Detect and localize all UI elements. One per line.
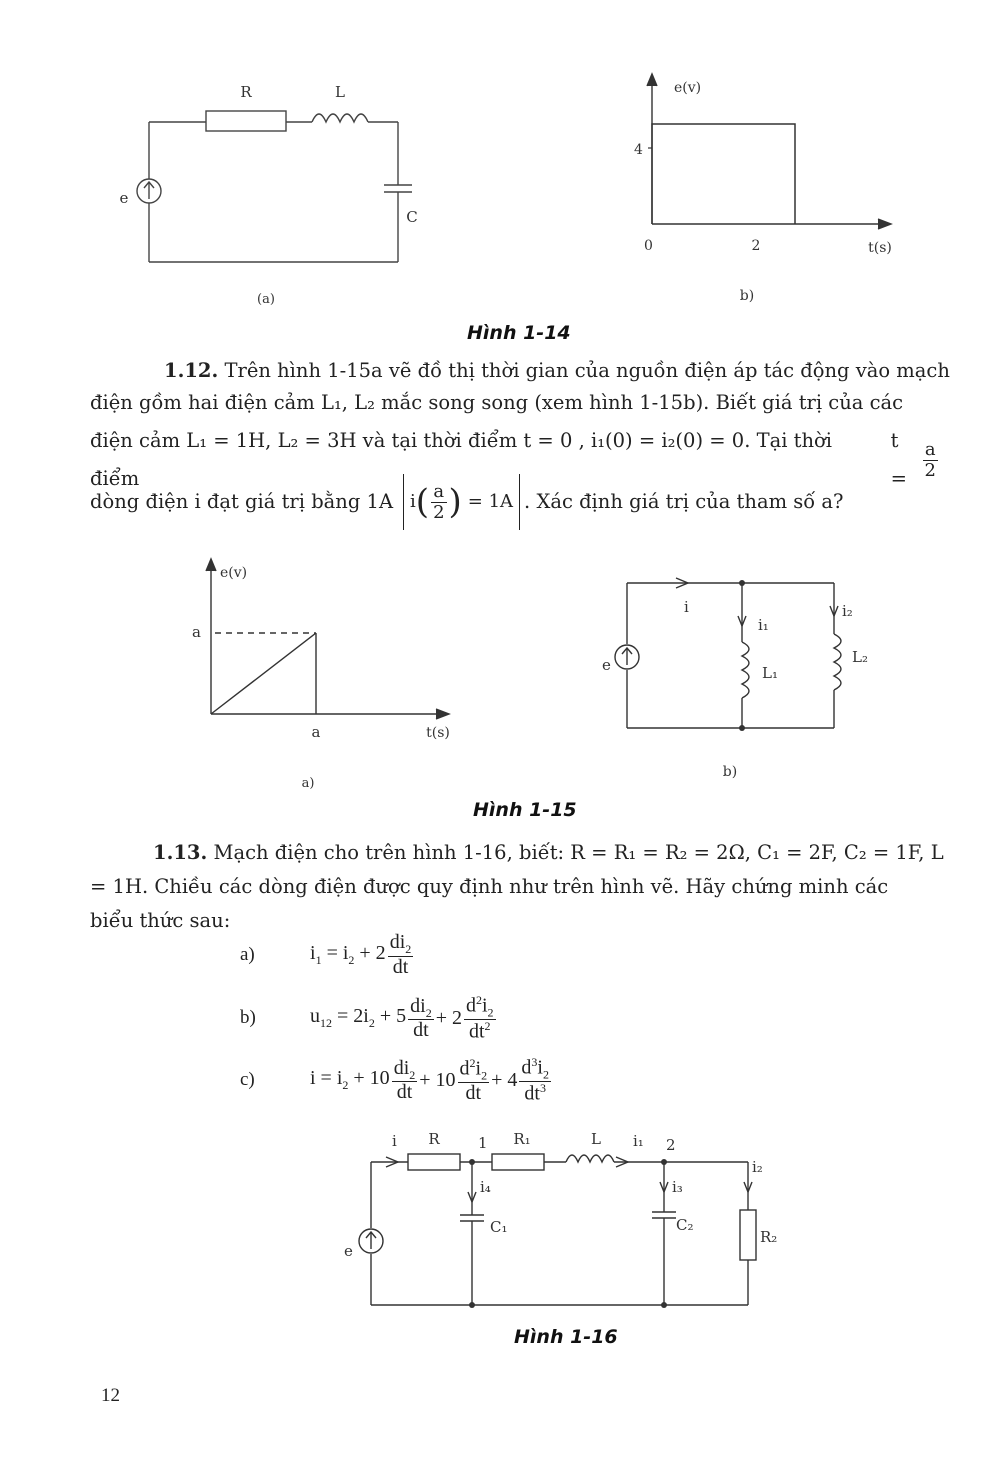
problem-1-13-line3: biểu thức sau: <box>90 909 231 932</box>
resistor-r1-label: R₁ <box>513 1130 531 1148</box>
inductor-l1-label: L₁ <box>762 664 778 682</box>
figure-1-14b-chart <box>620 68 910 308</box>
current-i4-label: i₄ <box>480 1178 491 1196</box>
equation-c: c) $i = i_2 + 10$ $\frac{di_2}{dt}$ + 10 $\frac{d^2i_2}{dt}$ + 4 $\frac{d^3i_2}{dt^3}$ <box>240 1055 549 1105</box>
caption-b: b) <box>739 288 755 304</box>
chart-xlabel: t(s) <box>868 240 892 256</box>
ylabel-e: e(v) <box>220 565 248 581</box>
current-i-label: i <box>392 1132 397 1150</box>
caption-b: b) <box>722 764 738 780</box>
figure-1-15-title: Hình 1-15 <box>473 799 577 821</box>
equation-a: a) $i_1 = i_2 + 2$ $\frac{di_2}{dt}$ <box>240 931 412 978</box>
problem-1-12-line4 <box>90 474 843 530</box>
node-2-label: 2 <box>666 1136 676 1154</box>
figure-1-16-circuit <box>330 1120 800 1320</box>
resistor-r-label: R <box>428 1130 440 1148</box>
t-equals: t = <box>890 429 907 490</box>
figure-1-14a-circuit <box>100 75 420 315</box>
current-i-label: i <box>684 598 689 616</box>
problem-text: điện cảm L₁ = 1H, L₂ = 3H và tại thời điểm t = 0 , i₁(0) = i₂(0) = 0. Tại thời điểm <box>90 429 833 490</box>
resistor-r2-label: R₂ <box>760 1228 778 1246</box>
capacitor-c-label: C <box>406 208 418 226</box>
fraction-numerator: a <box>923 440 938 461</box>
problem-1-13-line1 <box>153 834 944 872</box>
problem-number: 1.13. <box>153 841 208 864</box>
current-i2-label: i₂ <box>842 602 853 620</box>
inductor-l-label: L <box>591 1130 601 1148</box>
current-i1-label: i₁ <box>633 1132 644 1150</box>
figure-1-16-title: Hình 1-16 <box>514 1326 618 1348</box>
capacitor-c2-label: C₂ <box>676 1216 694 1234</box>
caption-a: (a) <box>257 292 275 307</box>
caption-a: a) <box>301 776 315 791</box>
fraction-denominator: 2 <box>433 501 445 523</box>
problem-text: . Xác định giá trị của tham số a? <box>524 490 844 513</box>
capacitor-c1-label: C₁ <box>490 1218 508 1236</box>
figure-1-15a-chart <box>180 555 480 795</box>
problem-text: Mạch điện cho trên hình 1-16, biết: R = R₁ = R₂ = 2Ω, C₁ = 2F, C₂ = 1F, L <box>213 841 944 864</box>
fraction-numerator: a <box>431 482 446 503</box>
problem-1-13-line2: = 1H. Chiều các dòng điện được quy định như trên hình vẽ. Hãy chứng minh các <box>90 875 889 898</box>
page-number: 12 <box>101 1385 120 1406</box>
inductor-l-label: L <box>335 83 345 101</box>
source-e-label: e <box>119 189 129 207</box>
x-tick-label-0: 0 <box>644 238 653 254</box>
current-i2-label: i₂ <box>752 1158 763 1176</box>
xlabel-t: t(s) <box>426 725 450 741</box>
problem-number: 1.12. <box>164 359 219 382</box>
x-tick-a: a <box>311 723 321 741</box>
node-1-label: 1 <box>478 1134 488 1152</box>
equation-label: c) <box>240 1069 255 1091</box>
bracket-expression: i ( $\frac{a}{2}$ ) = 1A <box>403 474 520 530</box>
problem-1-12-line2: điện gồm hai điện cảm L₁, L₂ mắc song song (xem hình 1-15b). Biết giá trị của các <box>90 391 904 414</box>
source-e-label: e <box>602 656 611 674</box>
equation-b: b) $u_{12} = 2i_2 + 5$ $\frac{di_2}{dt}$ + 2 $\frac{d^2i_2}{dt^2}$ <box>240 993 494 1043</box>
chart-ylabel: e(v) <box>674 80 702 96</box>
equation-label: a) <box>240 943 255 965</box>
current-i3-label: i₃ <box>672 1178 683 1196</box>
figure-1-14-title: Hình 1-14 <box>467 322 571 344</box>
equals-value: = 1A <box>467 491 514 512</box>
fraction-denominator: 2 <box>924 459 936 481</box>
problem-text: Trên hình 1-15a vẽ đồ thị thời gian của nguồn điện áp tác động vào mạch <box>224 359 950 382</box>
y-axis-arrow <box>647 74 657 86</box>
y-tick-a: a <box>192 623 201 641</box>
problem-text: dòng điện i đạt giá trị bằng 1A <box>90 490 394 513</box>
equation-label: b) <box>240 1007 256 1029</box>
inductor-l2-label: L₂ <box>852 648 868 666</box>
x-tick-label-2: 2 <box>751 238 761 254</box>
series-line-pulse <box>652 124 795 224</box>
current-symbol: i <box>410 491 416 512</box>
x-axis-arrow <box>878 219 891 229</box>
source-e-label: e <box>344 1242 353 1260</box>
current-i1-label: i₁ <box>758 616 769 634</box>
resistor-r-label: R <box>240 83 252 101</box>
y-tick-label-4: 4 <box>634 142 643 158</box>
figure-1-15b-circuit <box>580 570 880 785</box>
